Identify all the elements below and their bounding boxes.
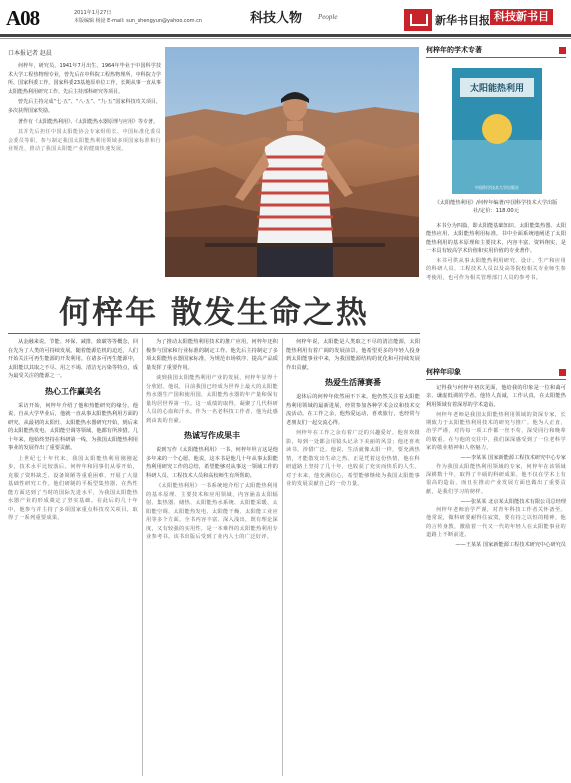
subheading-3: 热爱生活薄赛番 [325, 378, 381, 387]
impression-paragraph: 何梓年老师是我国太阳能热利用领域的资深专家，长期致力于太阳能热利用技术的研究与推广。他为人正直，治学严谨，对待每一项工作都一丝不苟，深受同行和晚辈的敬重。在与他的交往中，我们深深感受到了一位老科学家的敬业精神和人格魅力。 [426, 411, 566, 452]
article-column-3 [286, 338, 420, 778]
header-rule [0, 34, 571, 37]
book-cover [452, 68, 542, 194]
brand-logo-icon [404, 9, 432, 31]
headline: 何梓年 散发生命之热 [59, 295, 369, 331]
article-lead: 从金融来说，节能、环保、减排，致碳等等概念，回在先为了人类的可持续发展。随着能源危机的迫近，人们开始关注可再生能源的开发利用。在诸多可再生能源中，太阳能以其取之不尽、用之不竭、清洁无污染等特点，成为最受关注的能源之一。 [8, 339, 138, 379]
article-column-1 [8, 338, 138, 778]
portrait-photo [165, 47, 419, 277]
sidebar-head-label: 何梓年印象 [426, 368, 461, 376]
subheading-2: 热诚写作成果丰 [184, 431, 240, 440]
article-paragraph: 为了推动太阳能热利用技术的推广应用，何梓年还积极参与国家和行业标准的制定工作。他先后主持制定了多项太阳能热水器国家标准，为规范市场秩序、提高产品质量发挥了重要作用。 [146, 339, 278, 371]
impression-paragraph: 作为我国太阳能热利用领域的专家，何梓年在该领域深耕数十年，取得了丰硕的科研成果。他不仅在学术上有很高的造诣，而且在推动产业发展方面也做出了重要贡献，是我们学习的榜样。 [426, 463, 566, 495]
column-name: 科技人物 [250, 11, 303, 26]
header-rule-thin [0, 38, 571, 39]
sun-icon [482, 114, 512, 144]
impression-paragraph: 记得我与何梓年初次见面，他给我的印象是一位和蔼可亲、谦虚低调的学者。他待人真诚，工作认真，在太阳能热利用领域有着深厚的学术造诣。 [426, 385, 566, 408]
bio-paragraph: 著作有《太阳能热利用》、《太阳能热水器原理与应用》等专著。 [18, 118, 159, 125]
book-cover-publisher: 中国科学技术大学出版社 [475, 185, 519, 190]
brand-banner [404, 3, 571, 37]
subheading-1: 热心工作赢美名 [45, 386, 101, 396]
review-paragraph: 本书可供从事太阳能热利用研究、设计、生产和应用的科研人员、工程技术人员以及高等院校相关专业师生参考使用，也可作为相关管理部门人员的参考书。 [426, 258, 566, 281]
headline-rule [8, 333, 420, 334]
sidebar-section-head [426, 44, 566, 58]
sidebar-head-label: 何梓年的学术专著 [426, 46, 482, 54]
bio-paragraph: 其并先后担任中国太阳能协会专家组组长、中国标准化委员会委员等职，参与制定我国太阳能热利用领域多项国家标准和行业规范，推动了我国太阳能产业的健康快速发展。 [8, 129, 161, 153]
editor-line: 本版编辑 杨崑 E-mail: sun_shengyun@yahoo.com.cn [74, 18, 203, 24]
issue-date: 2011年1月27日 [74, 10, 112, 16]
book-review [426, 222, 566, 362]
article-paragraph: 何梓年说，太阳能是人类取之不尽的清洁能源，太阳能热利用有着广阔的发展前景。他希望更多的年轻人投身到太阳能事业中来，为我国能源结构的优化和可持续发展作出贡献。 [286, 339, 420, 371]
article-paragraph: 何梓年在工作之余有着广泛的兴趣爱好。他喜欢摄影，每到一处都会用镜头记录下美丽的风景；他还喜欢读书，涉猎广泛。他说，生活就像太阳一样，要充满热情，才能散发出生命之热。正是凭着这份热情，他在科研道路上坚持了几十年，也收获了充实而快乐的人生。对于未来，他充满信心，希望能够继续为我国太阳能事业的发展贡献自己的一份力量。 [286, 430, 420, 487]
book-cover-title: 太阳能热利用 [460, 78, 534, 97]
brand-section-tag: 科技新书目 [490, 9, 553, 25]
column-divider [282, 338, 283, 776]
reporter-byline: 口本报记者 赵晨 [8, 50, 52, 57]
article-paragraph: 《太阳能热利用》一书系统地介绍了太阳能热利用的基本原理、主要技术和应用领域，内容涵盖太阳辐射、集热器、储热、太阳能热水系统、太阳能采暖、太阳能空调、太阳能热发电、太阳能干燥、太阳能工业应用等多个方面。全书内容丰富、深入浅出，既有理论深度，又有较强的实用性，是一本难得的太阳能热利用专业参考书。该书出版后受到了业内人士的广泛好评。 [146, 483, 278, 540]
signature-line: ——王某某 国家新能源工程技术研究中心研究员 [455, 542, 566, 549]
impression-paragraph: 何梓年老师治学严谨，对青年科技工作者关怀备至。他常说，做科研要耐得住寂寞，要有持之以恒的精神。他的言传身教，激励着一代又一代的年轻人在太阳能事业的道路上不断前进。 [426, 507, 566, 539]
sidebar-section-head [426, 366, 566, 380]
canyon-portrait-image [165, 47, 419, 277]
bio-paragraph: 何梓年，研究员，1941年7月出生。1964年毕业于中国科学技术大学工程热物理专业，曾先后在中科院工程热物理所、中科院力学所、国家科委工作。国家科委23基地原单位工作，长期从事一直从事太阳能热利用研究工作。先后主持部科研究等项目。 [8, 63, 161, 95]
impression-body [426, 384, 566, 776]
column-divider [142, 338, 143, 776]
article-paragraph: 上世纪七十年代末，我国太阳能热利用刚刚起步，技术水平比较落后。何梓年和同事们从零开始，克服了资料缺乏、设备简陋等重重困难，开展了大量基础性研究工作。他们研制的平板型集热器，在热性能方面达到了当时的国际先进水平，为我国太阳能热水器产业的形成奠定了坚实基础。在此后的几十年中，他参与并主持了多项国家重点科技攻关项目，取得了一系列重要成果。 [8, 455, 138, 521]
column-name-en: People [318, 13, 338, 21]
brand-name: 新华书目报 [435, 14, 490, 27]
page-number: A08 [6, 6, 40, 30]
signature-line: ——张某某 北京某太阳能技术有限公司总经理 [460, 498, 566, 505]
bio-paragraph: 曾先后主持完成“七·五”、“八·五”、“九·五”国家科技攻关项目，多次获得国家奖励。 [8, 99, 161, 114]
book-caption: 《太阳能热利用》/何梓年编著/中国科学技术大学出版社/定价：118.00元 [434, 200, 558, 215]
bio-block [8, 62, 161, 156]
article-paragraph: 说到写作《太阳能热利用》一书，何梓年坦言这是他多年来的一个心愿。他说，这本书是他几十年从事太阳能热利用研究工作的总结，希望能够对从事这一领域工作的科研人员、工程技术人员和高校师生有所帮助。 [146, 447, 278, 479]
article-paragraph: 退休后的何梓年依然闲不下来。他仍然关注着太阳能热利用领域的最新进展，经常参加各种学术会议和技术交流活动。在工作之余，他热爱运动，喜欢旅行，也经常与老朋友们一起交流心得。 [286, 394, 420, 426]
article-paragraph: 谈到我国太阳能热利用产业的发展，何梓年显得十分欣慰。他说，目前我国已经成为世界上最大的太阳能热水器生产国和使用国，太阳能热水器的年产量和保有量均居世界第一位。这一成绩的取得，凝聚了几代科研人员的心血和汗水。作为一名老科技工作者，他为此感到由衷的自豪。 [146, 375, 278, 424]
article-paragraph: 采访开始，何梓年介绍了他和热能研究的缘分。他说，自从大学毕业后，他就一直从事太阳能热利用方面的研究。从最初的太阳灶、太阳能热水器研究开始，到后来的太阳能热发电、太阳能空调等领域，他都有所涉猎。几十年来，他始终坚持在科研第一线，为我国太阳能热利用事业的发展作出了重要贡献。 [8, 402, 138, 451]
signature-line: ——李某某 国家新能源工程技术研究中心专家 [460, 455, 566, 462]
article-column-2 [146, 338, 278, 778]
right-sidebar [426, 44, 566, 778]
page-header [0, 0, 571, 36]
review-paragraph: 本书分为四篇，即太阳能基础知识、太阳能集热器、太阳能热应用、太阳能热利用标准。书中全面系统地阐述了太阳能热利用的基本原理和主要技术，内容丰富、资料翔实，是一本具有较高学术价值和实用价值的专业著作。 [426, 223, 566, 254]
